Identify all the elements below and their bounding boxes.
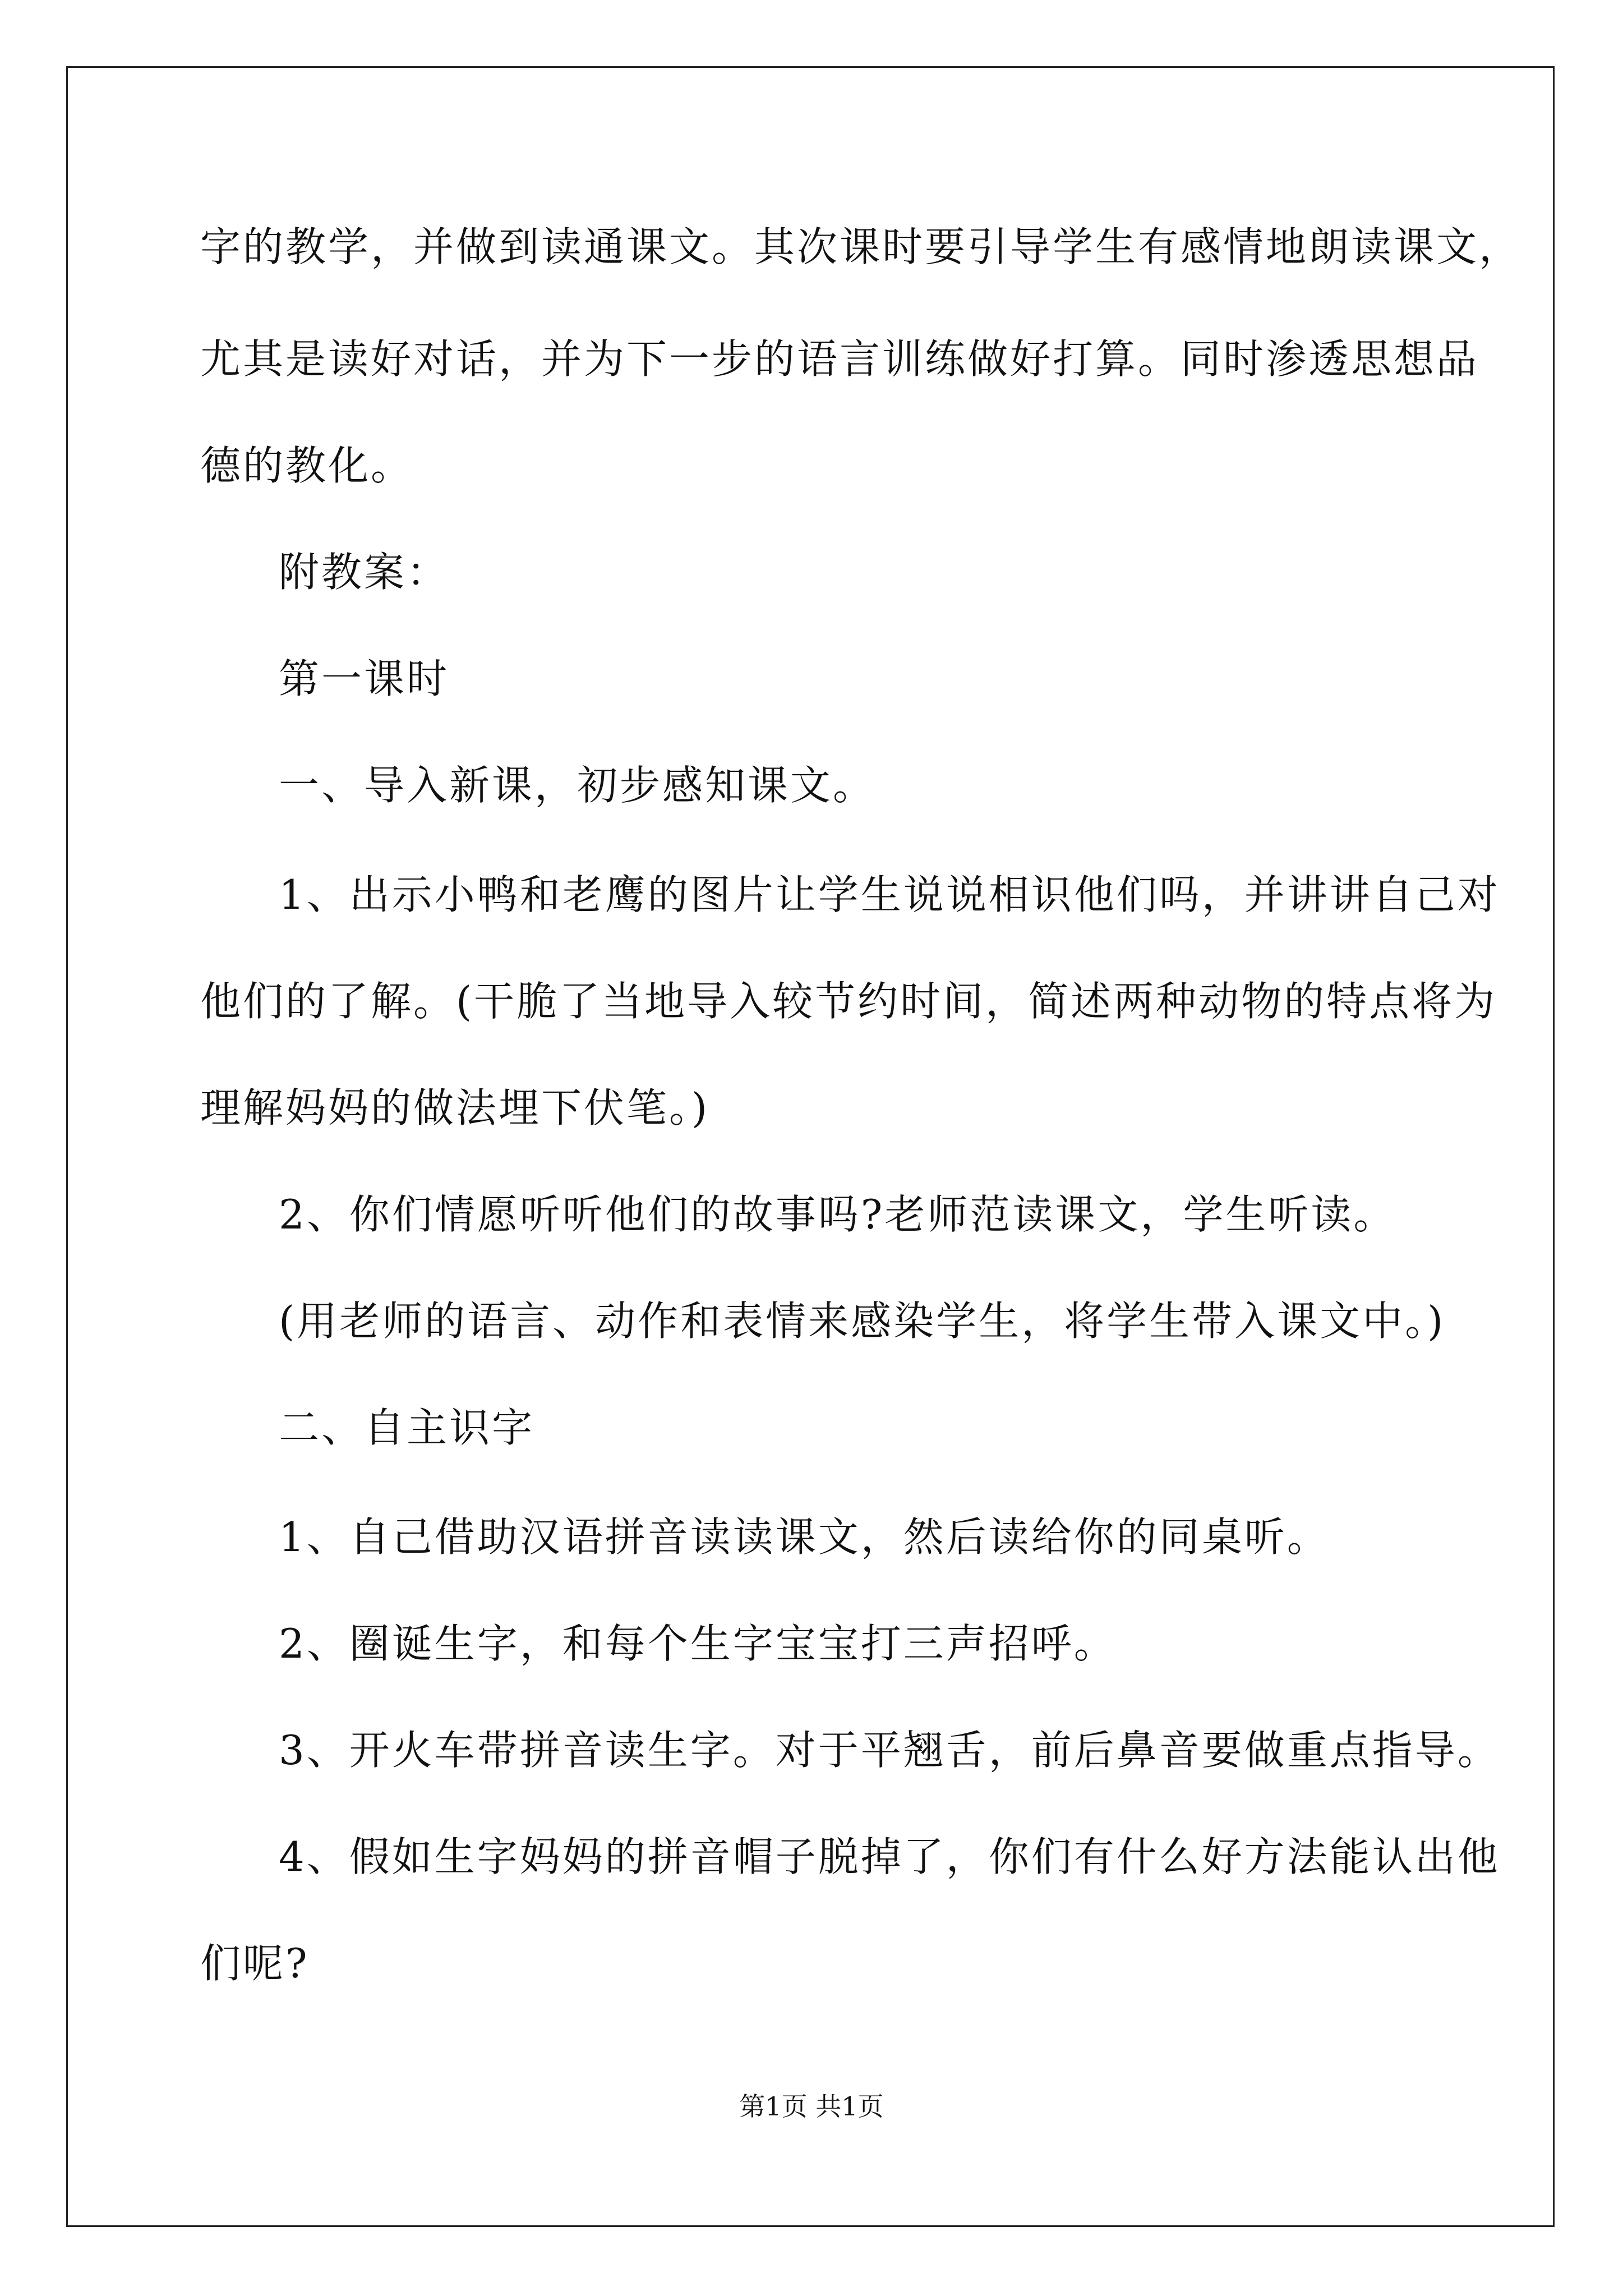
page-border <box>66 66 1555 2227</box>
paragraph-line: 4、假如生字妈妈的拼音帽子脱掉了，你们有什么好方法能认出他 <box>279 1833 1500 1880</box>
paragraph-line: 德的教化。 <box>200 442 414 489</box>
section-heading: 第一课时 <box>279 655 450 702</box>
paragraph-line: 理解妈妈的做法埋下伏笔。) <box>200 1084 710 1131</box>
paragraph-line: (用老师的语言、动作和表情来感染学生，将学生带入课文中。) <box>279 1297 1446 1345</box>
paragraph-line: 1、出示小鸭和老鹰的图片让学生说说相识他们吗，并讲讲自己对 <box>279 871 1500 918</box>
paragraph-line: 尤其是读好对话，并为下一步的语言训练做好打算。同时渗透思想品 <box>200 335 1479 383</box>
paragraph-line: 们呢? <box>200 1940 310 1987</box>
section-label: 附教案： <box>279 549 450 596</box>
paragraph-line: 1、自己借助汉语拼音读读课文，然后读给你的同桌听。 <box>279 1513 1330 1561</box>
paragraph-line: 2、你们情愿听听他们的故事吗?老师范读课文，学生听读。 <box>279 1191 1396 1238</box>
paragraph-line: 2、圈诞生字，和每个生字宝宝打三声招呼。 <box>279 1620 1117 1667</box>
paragraph-line: 3、开火车带拼音读生字。对于平翘舌，前后鼻音要做重点指导。 <box>279 1727 1500 1774</box>
paragraph-line: 他们的了解。(干脆了当地导入较节约时间，简述两种动物的特点将为 <box>200 978 1497 1025</box>
page-number-footer: 第1页 共1页 <box>739 2091 884 2122</box>
section-heading: 一、导入新课，初步感知课文。 <box>279 762 876 809</box>
paragraph-line: 字的教学，并做到读通课文。其次课时要引导学生有感情地朗读课文， <box>200 223 1522 270</box>
section-heading: 二、自主识字 <box>279 1404 535 1451</box>
